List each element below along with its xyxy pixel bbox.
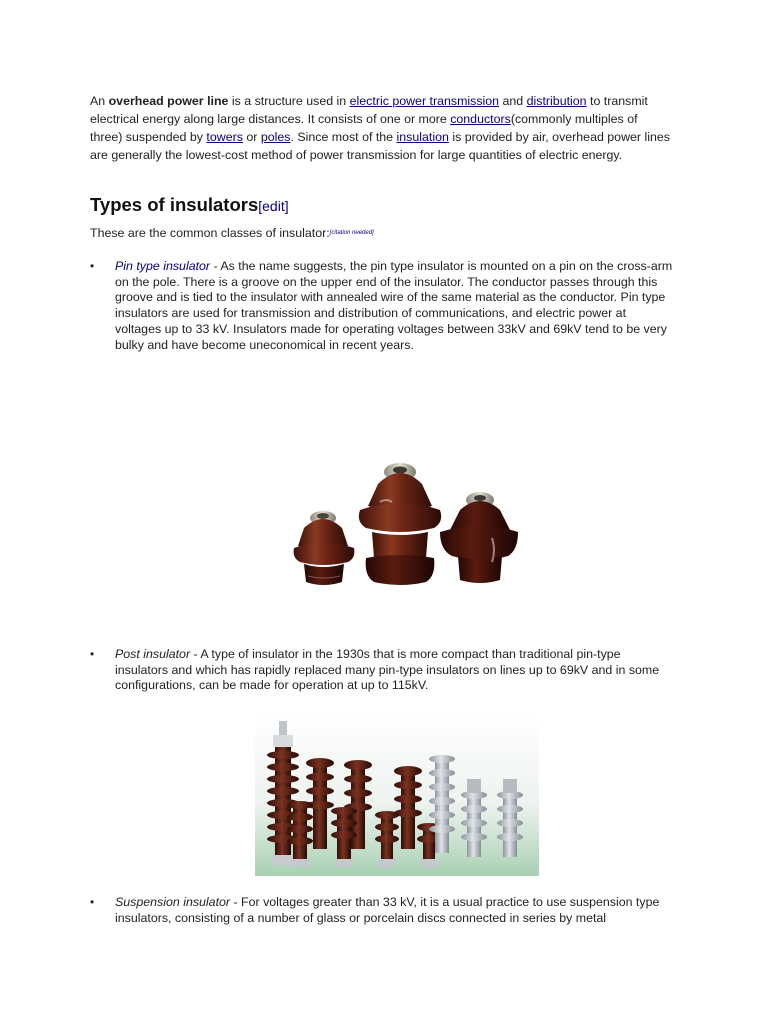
section-title: Types of insulators (90, 194, 259, 215)
intro-text: or (242, 130, 261, 144)
intro-text: is a structure used in (228, 94, 350, 108)
intro-text: (commonly multiples of three) suspended by (90, 112, 638, 144)
link-conductors[interactable]: conductors (450, 112, 511, 126)
pin-insulators-image (282, 458, 518, 594)
intro-text: to transmit electrical energy along large distances. It consists of one or more (90, 94, 648, 126)
intro-paragraph (90, 92, 670, 164)
pin-insulator-medium (440, 492, 518, 583)
intro-text: . Since most of the (290, 130, 397, 144)
link-electric-power-transmission[interactable]: electric power transmission (349, 94, 500, 108)
intro-text: and (499, 94, 527, 108)
post-insulator-brown-back (306, 758, 422, 849)
section-heading (90, 194, 289, 216)
term-suspension-insulator: Suspension insulator (115, 895, 231, 909)
intro-text: An (90, 94, 109, 108)
item-description: - A type of insulator in the 1930s that is more compact than traditional pin-type insulators and which has rapidly replaced many pin-type insulators on lines up to 69kV and in some configurations, can be made for operation at up to 115kV. (115, 647, 660, 693)
bullet-marker: • (90, 895, 95, 909)
bullet-marker: • (90, 647, 95, 661)
link-insulation[interactable]: insulation (396, 130, 449, 144)
intro-text: is provided by air, overhead power lines are generally the lowest-cost method of power transmission for large quantities of electric energy. (90, 130, 670, 162)
link-towers[interactable]: towers (206, 130, 243, 144)
edit-label[interactable]: edit (262, 198, 285, 214)
bullet-marker: • (90, 259, 95, 273)
link-poles[interactable]: poles (260, 130, 291, 144)
edit-bracket-open: [ (258, 198, 263, 214)
list-item-suspension (115, 895, 675, 926)
pin-insulator-small (294, 511, 355, 585)
edit-link[interactable] (258, 198, 288, 214)
section-lead (90, 224, 670, 242)
term-post-insulator: Post insulator (115, 647, 191, 661)
post-insulators-image (255, 713, 539, 876)
list-item-post (115, 647, 675, 694)
link-distribution[interactable]: distribution (526, 94, 587, 108)
intro-bold-term: overhead power line (108, 94, 229, 108)
edit-bracket-close: ] (284, 198, 289, 214)
item-description: - For voltages greater than 33 kV, it is a usual practice to use suspension type insulators, consisting of a number of glass or porcelain discs connected in series by metal (115, 895, 660, 925)
pin-insulator-large (359, 463, 441, 585)
item-description: - As the name suggests, the pin type insulator is mounted on a pin on the cross-arm on the pole. There is a groove on the upper end of the insulator. The conductor passes through this groove and is tied to the insulator with annealed wire of the same material as the conductor. Pin type insulators are used for transmission and distribution of communications, and electric power at voltages up to 33 kV. Insulators made for operating voltages between 33kV and 69kV tend to be very bulky and have become uneconomical in recent years. (115, 259, 673, 352)
lead-text: These are the common classes of insulator: (90, 226, 330, 240)
term-pin-type-insulator[interactable]: Pin type insulator (115, 259, 211, 273)
citation-needed-link[interactable]: [citation needed] (329, 230, 374, 236)
list-item-pin-type (115, 259, 675, 353)
